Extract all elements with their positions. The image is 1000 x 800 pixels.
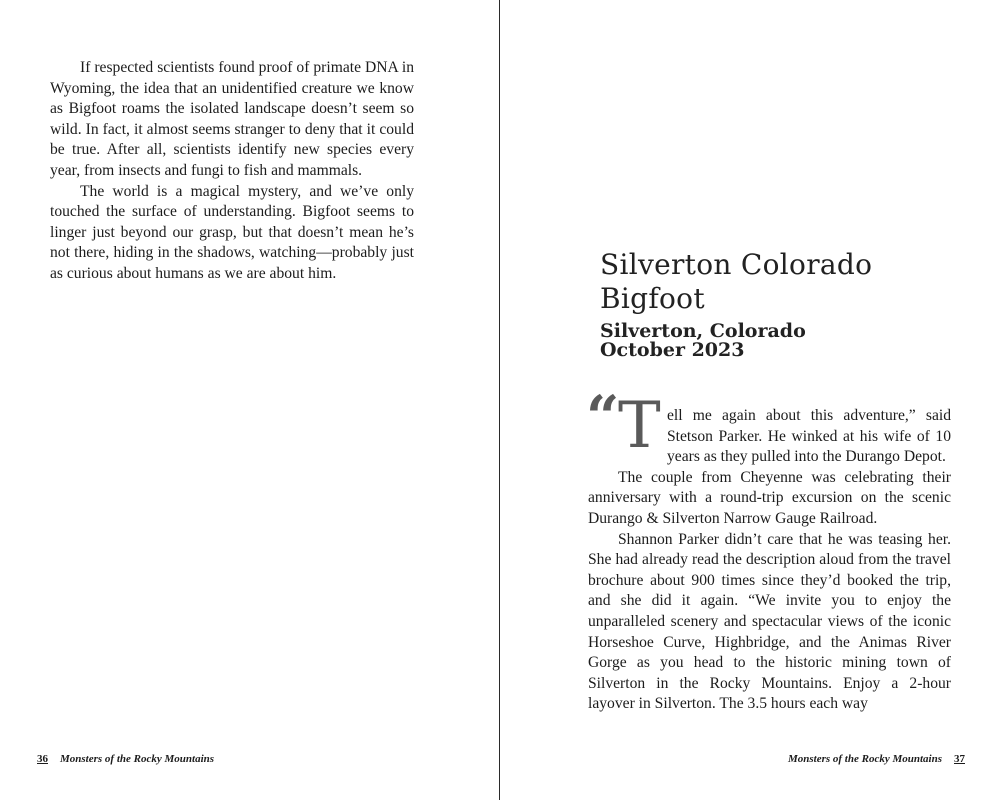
right-footer — [788, 752, 965, 766]
right-page — [501, 0, 1000, 800]
chapter-title: Silverton Colorado Bigfoot — [600, 248, 873, 315]
paragraph: The couple from Cheyenne was celebrating their anniversary with a round-trip excursion on the scenic Durango & Silverton Narrow Gauge Railroad. — [588, 468, 951, 527]
chapter-subtitle — [600, 322, 960, 360]
paragraph: The world is a magical mystery, and we’ve only touched the surface of understanding. Bigfoot seems to linger just beyond our grasp, but that doesn’t mean he’s not there, hiding in the shadows, watching—probably just as curious about humans as we are about him. — [50, 182, 414, 282]
paragraph: If respected scientists found proof of primate DNA in Wyoming, the idea that an unidentified creature we know as Bigfoot roams the isolated landscape doesn’t seem so wild. In fact, it almost seems stranger to deny that it could be true. After all, scientists identify new species every year, from insects and fungi to fish and mammals. — [50, 59, 414, 179]
left-page-body — [50, 58, 414, 285]
page-number: 36 — [37, 753, 48, 765]
drop-cap: T — [618, 389, 661, 463]
page-number: 37 — [954, 753, 965, 765]
left-page — [0, 0, 499, 800]
chapter-location: Silverton, Colorado — [600, 320, 806, 342]
running-title: Monsters of the Rocky Mountains — [787, 753, 942, 765]
paragraph: Shannon Parker didn’t care that he was teasing her. She had already read the description aloud from the travel brochure about 900 times since they’d booked the trip, and she did it again. “We invite you to enjoy the unparalleled scenery and spectacular views of the iconic Horseshoe Curve, Highbridge, and the Animas River Gorge as you head to the historic mining town of Silverton in the Rocky Mountains. Enjoy a 2-hour layover in Silverton. The 3.5 hours each way — [588, 530, 951, 713]
opening-quote-mark: “ — [586, 383, 620, 451]
first-paragraph — [588, 406, 951, 468]
chapter-date: October 2023 — [600, 339, 745, 361]
running-title: Monsters of the Rocky Mountains — [60, 753, 215, 765]
first-paragraph-text: ell me again about this adventure,” said Stetson Parker. He winked at his wife of 10 years as they pulled into the Durango Depot. — [667, 407, 951, 466]
right-page-body — [588, 406, 951, 715]
left-footer — [37, 752, 214, 766]
